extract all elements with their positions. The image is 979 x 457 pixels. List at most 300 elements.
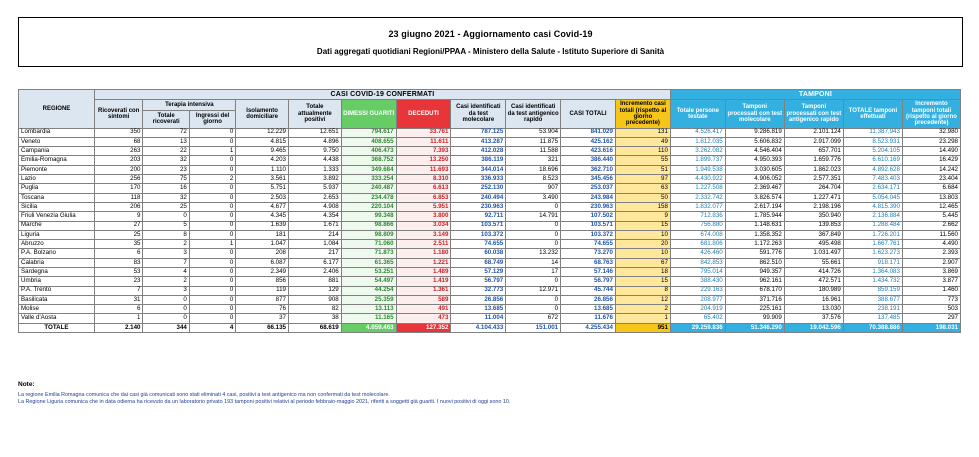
cell-casi-antigenico: 0 — [506, 295, 561, 304]
cell-ingressi-giorno: 0 — [189, 128, 235, 137]
cell-dimessi-guariti: 44.254 — [341, 286, 396, 295]
cell-tamponi-antigenico: 2.198.196 — [784, 202, 843, 211]
cell-ricoverati-sintomi: 170 — [94, 184, 143, 193]
cell-totale-persone-testate: 681.806 — [670, 240, 725, 249]
cell-deceduti: 6.613 — [396, 184, 451, 193]
cell-isolamento-domiciliare: 181 — [236, 230, 289, 239]
cell-ricoverati-sintomi: 83 — [94, 258, 143, 267]
cell-casi-totali: 26.856 — [561, 295, 616, 304]
table-row — [19, 249, 961, 258]
cell-ingressi-giorno: 0 — [189, 193, 235, 202]
cell-casi-molecolare: 4.104.433 — [451, 323, 506, 332]
cell-deceduti: 589 — [396, 295, 451, 304]
cell-casi-totali: 56.797 — [561, 277, 616, 286]
cell-totale-tamponi: 8.523.931 — [843, 137, 902, 146]
cell-ingressi-giorno: 0 — [189, 212, 235, 221]
cell-casi-antigenico: 11.875 — [506, 137, 561, 146]
cell-incremento-casi: 55 — [615, 156, 670, 165]
cell-dimessi-guariti: 25.359 — [341, 295, 396, 304]
cell-deceduti: 1.489 — [396, 267, 451, 276]
cell-ingressi-giorno: 0 — [189, 258, 235, 267]
cell-deceduti: 3.034 — [396, 221, 451, 230]
cell-casi-antigenico: 672 — [506, 314, 561, 323]
data-table-container — [18, 89, 961, 333]
cell-dimessi-guariti: 11.165 — [341, 314, 396, 323]
cell-casi-antigenico: 907 — [506, 184, 561, 193]
cell-tamponi-molecolare: 1.172.263 — [725, 240, 784, 249]
cell-isolamento-domiciliare: 208 — [236, 249, 289, 258]
cell-isolamento-domiciliare: 877 — [236, 295, 289, 304]
cell-casi-molecolare: 92.711 — [451, 212, 506, 221]
cell-dimessi-guariti: 13.113 — [341, 305, 396, 314]
cell-ingressi-giorno: 1 — [189, 147, 235, 156]
cell-incremento-tamponi: 1.460 — [902, 286, 960, 295]
cell-incremento-tamponi: 23.404 — [902, 175, 960, 184]
cell-casi-antigenico: 11.588 — [506, 147, 561, 156]
cell-casi-totali: 103.372 — [561, 230, 616, 239]
cell-casi-antigenico: 8.523 — [506, 175, 561, 184]
header-banner-tamponi: TAMPONI — [670, 90, 960, 100]
cell-isolamento-domiciliare: 4.815 — [236, 137, 289, 146]
cell-casi-totali: 73.270 — [561, 249, 616, 258]
cell-isolamento-domiciliare: 5.751 — [236, 184, 289, 193]
cell-incremento-casi: 9 — [615, 212, 670, 221]
cell-ricoverati-sintomi: 203 — [94, 156, 143, 165]
cell-casi-antigenico: 53.904 — [506, 128, 561, 137]
cell-tamponi-molecolare: 4.950.393 — [725, 156, 784, 165]
header-banner-row — [19, 90, 961, 100]
cell-tamponi-molecolare: 3.030.605 — [725, 165, 784, 174]
cell-region-name: Calabria — [19, 258, 95, 267]
cell-totale-ricoverati: 0 — [143, 295, 189, 304]
cell-tamponi-molecolare: 4.906.052 — [725, 175, 784, 184]
cell-casi-molecolare: 230.963 — [451, 202, 506, 211]
cell-totale-tamponi: 11.387.943 — [843, 128, 902, 137]
cell-totale-tamponi: 137.485 — [843, 314, 902, 323]
header-totale-persone-testate: Totale persone testate — [670, 100, 725, 128]
cell-isolamento-domiciliare: 1.110 — [236, 165, 289, 174]
cell-totale-tamponi: 1.667.761 — [843, 240, 902, 249]
cell-region-name: P.A. Trento — [19, 286, 95, 295]
cell-totale-persone-testate: 204.919 — [670, 305, 725, 314]
cell-region-name: Sardegna — [19, 267, 95, 276]
cell-casi-totali: 345.456 — [561, 175, 616, 184]
cell-casi-antigenico: 0 — [506, 277, 561, 286]
cell-dimessi-guariti: 234.478 — [341, 193, 396, 202]
cell-region-name: TOTALE — [19, 323, 95, 332]
cell-deceduti: 1.180 — [396, 249, 451, 258]
cell-attualmente-positivi: 2.653 — [289, 193, 342, 202]
note-line: La Regione Liguria comunica che in data odierna ha ricevuto da un laboratorio privato 193 tamponi positivi relativi al periodo febbraio-maggio 2021, riferiti a soggetti già guariti. I nuovi positivi di oggi sono 10. — [18, 399, 511, 406]
cell-casi-antigenico: 14 — [506, 258, 561, 267]
table-row — [19, 165, 961, 174]
header-totale-ricoverati: Totale ricoverati — [143, 110, 189, 128]
cell-dimessi-guariti: 349.684 — [341, 165, 396, 174]
cell-deceduti: 33.761 — [396, 128, 451, 137]
table-row — [19, 286, 961, 295]
cell-totale-tamponi: 859.159 — [843, 286, 902, 295]
header-casi-antigenico: Casi identificati da test antigenico rapido — [506, 100, 561, 128]
header-banner-casi: CASI COVID-19 CONFERMATI — [94, 90, 670, 100]
table-row — [19, 221, 961, 230]
cell-tamponi-molecolare: 2.369.467 — [725, 184, 784, 193]
cell-totale-persone-testate: 4.526.417 — [670, 128, 725, 137]
cell-region-name: Umbria — [19, 277, 95, 286]
cell-attualmente-positivi: 217 — [289, 249, 342, 258]
cell-totale-tamponi: 7.483.403 — [843, 175, 902, 184]
cell-incremento-casi: 110 — [615, 147, 670, 156]
cell-isolamento-domiciliare: 66.135 — [236, 323, 289, 332]
cell-incremento-tamponi: 4.490 — [902, 240, 960, 249]
cell-ingressi-giorno: 0 — [189, 230, 235, 239]
cell-casi-totali: 243.984 — [561, 193, 616, 202]
cell-ricoverati-sintomi: 27 — [94, 221, 143, 230]
cell-ricoverati-sintomi: 7 — [94, 286, 143, 295]
cell-incremento-casi: 10 — [615, 230, 670, 239]
cell-attualmente-positivi: 2.406 — [289, 267, 342, 276]
cell-casi-totali: 425.162 — [561, 137, 616, 146]
cell-ricoverati-sintomi: 9 — [94, 212, 143, 221]
cell-incremento-tamponi: 198.031 — [902, 323, 960, 332]
cell-isolamento-domiciliare: 4.345 — [236, 212, 289, 221]
cell-casi-molecolare: 13.685 — [451, 305, 506, 314]
cell-ingressi-giorno: 0 — [189, 137, 235, 146]
cell-dimessi-guariti: 54.497 — [341, 277, 396, 286]
cell-tamponi-molecolare: 962.161 — [725, 277, 784, 286]
cell-tamponi-molecolare: 9.286.819 — [725, 128, 784, 137]
cell-tamponi-antigenico: 37.576 — [784, 314, 843, 323]
table-row — [19, 240, 961, 249]
cell-incremento-tamponi: 32.980 — [902, 128, 960, 137]
cell-ingressi-giorno: 0 — [189, 165, 235, 174]
cell-ricoverati-sintomi: 118 — [94, 193, 143, 202]
cell-casi-totali: 45.744 — [561, 286, 616, 295]
cell-attualmente-positivi: 12.651 — [289, 128, 342, 137]
cell-tamponi-molecolare: 2.617.194 — [725, 202, 784, 211]
cell-isolamento-domiciliare: 6.087 — [236, 258, 289, 267]
cell-incremento-casi: 51 — [615, 165, 670, 174]
cell-incremento-tamponi: 2.662 — [902, 221, 960, 230]
cell-totale-tamponi: 5.054.045 — [843, 193, 902, 202]
cell-attualmente-positivi: 908 — [289, 295, 342, 304]
cell-ricoverati-sintomi: 23 — [94, 277, 143, 286]
cell-isolamento-domiciliare: 9.465 — [236, 147, 289, 156]
cell-totale-persone-testate: 229.163 — [670, 286, 725, 295]
cell-casi-totali: 74.655 — [561, 240, 616, 249]
cell-totale-ricoverati: 7 — [143, 258, 189, 267]
cell-attualmente-positivi: 82 — [289, 305, 342, 314]
cell-deceduti: 1.419 — [396, 277, 451, 286]
cell-isolamento-domiciliare: 2.349 — [236, 267, 289, 276]
table-row — [19, 175, 961, 184]
cell-casi-antigenico: 17 — [506, 267, 561, 276]
cell-casi-antigenico: 0 — [506, 305, 561, 314]
cell-totale-ricoverati: 16 — [143, 184, 189, 193]
cell-ingressi-giorno: 0 — [189, 202, 235, 211]
cell-deceduti: 491 — [396, 305, 451, 314]
cell-totale-ricoverati: 2 — [143, 240, 189, 249]
cell-dimessi-guariti: 99.348 — [341, 212, 396, 221]
cell-totale-tamponi: 2.634.171 — [843, 184, 902, 193]
cell-deceduti: 1.221 — [396, 258, 451, 267]
cell-tamponi-antigenico: 350.940 — [784, 212, 843, 221]
cell-totale-persone-testate: 1.832.077 — [670, 202, 725, 211]
cell-tamponi-molecolare: 1.148.631 — [725, 221, 784, 230]
header-regione: REGIONE — [19, 90, 95, 129]
cell-totale-tamponi: 1.623.273 — [843, 249, 902, 258]
cell-deceduti: 3.800 — [396, 212, 451, 221]
cell-deceduti: 3.149 — [396, 230, 451, 239]
header-incremento-tamponi: Incremento tamponi totali (rispetto al giorno precedente) — [902, 100, 960, 128]
cell-attualmente-positivi: 5.937 — [289, 184, 342, 193]
cell-isolamento-domiciliare: 1.047 — [236, 240, 289, 249]
cell-region-name: Lombardia — [19, 128, 95, 137]
cell-attualmente-positivi: 9.750 — [289, 147, 342, 156]
cell-deceduti: 1.361 — [396, 286, 451, 295]
cell-attualmente-positivi: 881 — [289, 277, 342, 286]
cell-deceduti: 7.393 — [396, 147, 451, 156]
cell-totale-ricoverati: 22 — [143, 147, 189, 156]
cell-totale-ricoverati: 0 — [143, 305, 189, 314]
cell-ingressi-giorno: 0 — [189, 277, 235, 286]
cell-totale-tamponi: 70.388.886 — [843, 323, 902, 332]
cell-deceduti: 127.352 — [396, 323, 451, 332]
cell-deceduti: 13.250 — [396, 156, 451, 165]
cell-ricoverati-sintomi: 1 — [94, 314, 143, 323]
cell-tamponi-antigenico: 180.989 — [784, 286, 843, 295]
cell-incremento-casi: 67 — [615, 258, 670, 267]
cell-totale-ricoverati: 0 — [143, 212, 189, 221]
cell-tamponi-antigenico: 13.030 — [784, 305, 843, 314]
cell-totale-ricoverati: 8 — [143, 230, 189, 239]
cell-casi-antigenico: 151.001 — [506, 323, 561, 332]
cell-tamponi-molecolare: 5.606.832 — [725, 137, 784, 146]
cell-casi-molecolare: 60.038 — [451, 249, 506, 258]
cell-totale-ricoverati: 75 — [143, 175, 189, 184]
cell-totale-ricoverati: 4 — [143, 267, 189, 276]
cell-casi-molecolare: 344.014 — [451, 165, 506, 174]
table-row — [19, 147, 961, 156]
cell-isolamento-domiciliare: 4.677 — [236, 202, 289, 211]
cell-attualmente-positivi: 214 — [289, 230, 342, 239]
cell-tamponi-molecolare: 4.546.404 — [725, 147, 784, 156]
cell-totale-tamponi: 1.288.484 — [843, 221, 902, 230]
cell-totale-ricoverati: 32 — [143, 156, 189, 165]
cell-ricoverati-sintomi: 350 — [94, 128, 143, 137]
cell-tamponi-antigenico: 2.917.099 — [784, 137, 843, 146]
table-row — [19, 314, 961, 323]
cell-region-name: Liguria — [19, 230, 95, 239]
header-ingressi-giorno: Ingressi del giorno — [189, 110, 235, 128]
cell-attualmente-positivi: 1.084 — [289, 240, 342, 249]
cell-incremento-tamponi: 503 — [902, 305, 960, 314]
table-row — [19, 184, 961, 193]
table-row — [19, 258, 961, 267]
cell-region-name: Valle d'Aosta — [19, 314, 95, 323]
cell-region-name: Abruzzo — [19, 240, 95, 249]
cell-tamponi-antigenico: 139.853 — [784, 221, 843, 230]
cell-totale-ricoverati: 25 — [143, 202, 189, 211]
cell-incremento-casi: 15 — [615, 221, 670, 230]
cell-incremento-tamponi: 2.393 — [902, 249, 960, 258]
cell-attualmente-positivi: 1.671 — [289, 221, 342, 230]
cell-ricoverati-sintomi: 25 — [94, 230, 143, 239]
notes-title: Note: — [18, 381, 35, 388]
cell-casi-totali: 4.255.434 — [561, 323, 616, 332]
cell-casi-totali: 230.963 — [561, 202, 616, 211]
header-group-row — [19, 100, 961, 111]
cell-region-name: Friuli Venezia Giulia — [19, 212, 95, 221]
cell-tamponi-antigenico: 1.659.776 — [784, 156, 843, 165]
cell-totale-ricoverati: 5 — [143, 221, 189, 230]
cell-ingressi-giorno: 0 — [189, 305, 235, 314]
cell-tamponi-molecolare: 1.785.944 — [725, 212, 784, 221]
cell-totale-persone-testate: 1.949.538 — [670, 165, 725, 174]
cell-totale-persone-testate: 1.899.737 — [670, 156, 725, 165]
cell-deceduti: 6.853 — [396, 193, 451, 202]
cell-ingressi-giorno: 0 — [189, 267, 235, 276]
cell-casi-totali: 68.763 — [561, 258, 616, 267]
cell-totale-tamponi: 1.434.732 — [843, 277, 902, 286]
cell-ricoverati-sintomi: 31 — [94, 295, 143, 304]
cell-totale-tamponi: 238.191 — [843, 305, 902, 314]
cell-incremento-casi: 20 — [615, 240, 670, 249]
cell-casi-molecolare: 103.571 — [451, 221, 506, 230]
cell-totale-persone-testate: 29.259.836 — [670, 323, 725, 332]
cell-deceduti: 5.951 — [396, 202, 451, 211]
cell-incremento-casi: 15 — [615, 277, 670, 286]
table-row — [19, 277, 961, 286]
cell-tamponi-antigenico: 414.726 — [784, 267, 843, 276]
cell-totale-tamponi: 1.364.083 — [843, 267, 902, 276]
cell-ricoverati-sintomi: 206 — [94, 202, 143, 211]
cell-tamponi-molecolare: 862.510 — [725, 258, 784, 267]
cell-incremento-tamponi: 3.877 — [902, 277, 960, 286]
cell-tamponi-molecolare: 51.346.290 — [725, 323, 784, 332]
cell-totale-persone-testate: 208.977 — [670, 295, 725, 304]
cell-totale-persone-testate: 426.460 — [670, 249, 725, 258]
cell-totale-persone-testate: 795.014 — [670, 267, 725, 276]
cell-ricoverati-sintomi: 200 — [94, 165, 143, 174]
cell-dimessi-guariti: 794.617 — [341, 128, 396, 137]
notes-section — [18, 381, 718, 407]
cell-totale-tamponi: 4.892.628 — [843, 165, 902, 174]
table-row — [19, 295, 961, 304]
cell-casi-totali: 107.502 — [561, 212, 616, 221]
cell-dimessi-guariti: 240.487 — [341, 184, 396, 193]
cell-incremento-tamponi: 13.803 — [902, 193, 960, 202]
cell-ingressi-giorno: 0 — [189, 295, 235, 304]
cell-region-name: Piemonte — [19, 165, 95, 174]
cell-casi-molecolare: 68.749 — [451, 258, 506, 267]
cell-incremento-casi: 49 — [615, 137, 670, 146]
cell-casi-antigenico: 18.696 — [506, 165, 561, 174]
cell-tamponi-molecolare: 591.776 — [725, 249, 784, 258]
cell-ingressi-giorno: 0 — [189, 314, 235, 323]
cell-ricoverati-sintomi: 6 — [94, 249, 143, 258]
cell-totale-persone-testate: 388.430 — [670, 277, 725, 286]
cell-tamponi-antigenico: 1.031.497 — [784, 249, 843, 258]
cell-casi-totali: 103.571 — [561, 221, 616, 230]
header-tamponi-antigenico: Tamponi processati con test antigenico rapido — [784, 100, 843, 128]
cell-tamponi-antigenico: 1.862.023 — [784, 165, 843, 174]
cell-casi-antigenico: 13.232 — [506, 249, 561, 258]
cell-region-name: Molise — [19, 305, 95, 314]
cell-dimessi-guariti: 98.809 — [341, 230, 396, 239]
cell-region-name: Lazio — [19, 175, 95, 184]
cell-isolamento-domiciliare: 12.229 — [236, 128, 289, 137]
cell-ricoverati-sintomi: 6 — [94, 305, 143, 314]
cell-tamponi-antigenico: 367.849 — [784, 230, 843, 239]
table-row — [19, 202, 961, 211]
note-line: La regione Emilia Romagna comunica che dai casi già comunicati sono stati eliminati 4 casi, positivi a test antigenico ma non confermati da test molecolare. — [18, 392, 390, 398]
cell-casi-totali: 13.685 — [561, 305, 616, 314]
table-row — [19, 193, 961, 202]
cell-totale-persone-testate: 842.853 — [670, 258, 725, 267]
cell-totale-tamponi: 918.171 — [843, 258, 902, 267]
cell-casi-totali: 57.146 — [561, 267, 616, 276]
cell-casi-molecolare: 413.287 — [451, 137, 506, 146]
cell-totale-ricoverati: 0 — [143, 314, 189, 323]
cell-casi-molecolare: 74.655 — [451, 240, 506, 249]
cell-ingressi-giorno: 0 — [189, 286, 235, 295]
cell-tamponi-antigenico: 19.042.596 — [784, 323, 843, 332]
table-row — [19, 137, 961, 146]
cell-attualmente-positivi: 38 — [289, 314, 342, 323]
cell-dimessi-guariti: 71.060 — [341, 240, 396, 249]
cell-ricoverati-sintomi: 35 — [94, 240, 143, 249]
cell-totale-tamponi: 6.610.169 — [843, 156, 902, 165]
cell-region-name: Veneto — [19, 137, 95, 146]
cell-ingressi-giorno: 4 — [189, 323, 235, 332]
cell-incremento-tamponi: 14.490 — [902, 147, 960, 156]
cell-ricoverati-sintomi: 53 — [94, 267, 143, 276]
cell-tamponi-molecolare: 3.826.574 — [725, 193, 784, 202]
cell-ingressi-giorno: 0 — [189, 184, 235, 193]
cell-ingressi-giorno: 2 — [189, 175, 235, 184]
cell-ingressi-giorno: 0 — [189, 156, 235, 165]
cell-dimessi-guariti: 71.873 — [341, 249, 396, 258]
cell-tamponi-antigenico: 657.701 — [784, 147, 843, 156]
cell-incremento-tamponi: 23.298 — [902, 137, 960, 146]
cell-casi-molecolare: 57.129 — [451, 267, 506, 276]
cell-incremento-tamponi: 2.907 — [902, 258, 960, 267]
cell-incremento-casi: 1 — [615, 314, 670, 323]
cell-casi-totali: 253.037 — [561, 184, 616, 193]
cell-isolamento-domiciliare: 856 — [236, 277, 289, 286]
cell-incremento-tamponi: 11.560 — [902, 230, 960, 239]
cell-incremento-casi: 63 — [615, 184, 670, 193]
cell-incremento-tamponi: 3.869 — [902, 267, 960, 276]
cell-incremento-tamponi: 297 — [902, 314, 960, 323]
cell-casi-totali: 11.676 — [561, 314, 616, 323]
cell-incremento-casi: 97 — [615, 175, 670, 184]
cell-dimessi-guariti: 368.752 — [341, 156, 396, 165]
cell-casi-antigenico: 0 — [506, 221, 561, 230]
cell-casi-molecolare: 336.933 — [451, 175, 506, 184]
cell-dimessi-guariti: 4.059.463 — [341, 323, 396, 332]
cell-incremento-tamponi: 12.465 — [902, 202, 960, 211]
cell-region-name: Toscana — [19, 193, 95, 202]
cell-region-name: Marche — [19, 221, 95, 230]
cell-tamponi-antigenico: 2.101.124 — [784, 128, 843, 137]
cell-tamponi-molecolare: 949.357 — [725, 267, 784, 276]
header-casi-molecolare: Casi identificati da test molecolare — [451, 100, 506, 128]
cell-deceduti: 473 — [396, 314, 451, 323]
cell-casi-totali: 841.029 — [561, 128, 616, 137]
cell-totale-ricoverati: 2 — [143, 277, 189, 286]
cell-deceduti: 2.511 — [396, 240, 451, 249]
